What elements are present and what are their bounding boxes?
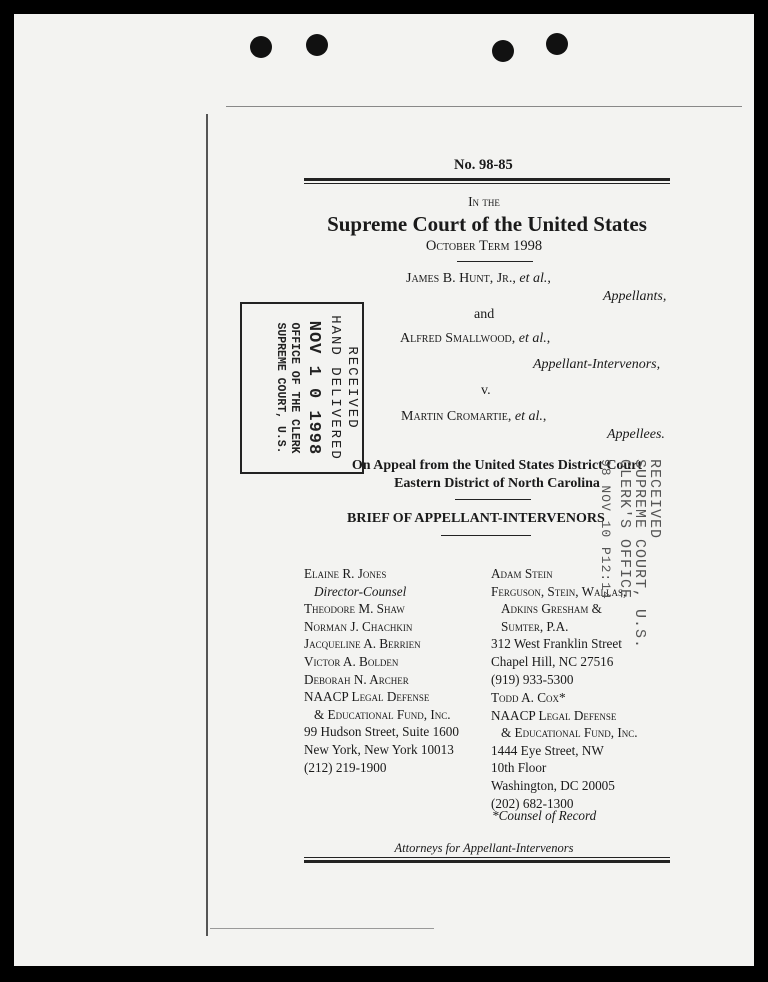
counsel-name: Theodore M. Shaw (304, 601, 405, 617)
punch-hole (306, 34, 328, 56)
counsel-address: 10th Floor (491, 760, 547, 776)
counsel-left (304, 565, 459, 776)
counsel-name: Victor A. Bolden (304, 653, 399, 669)
stamp-received: RECEIVED (344, 346, 360, 430)
counsel-title: Director-Counsel (314, 583, 407, 599)
appellee-name-text: Martin Cromartie, (401, 409, 515, 424)
brief-title: BRIEF OF APPELLANT-INTERVENORS (347, 511, 605, 526)
counsel-name: Jacqueline A. Berrien (304, 636, 421, 652)
counsel-firm: Adkins Gresham & (501, 601, 602, 617)
counsel-name: Todd A. Cox* (491, 690, 566, 705)
clerk-received-stamp (598, 459, 662, 649)
page-edge-left (206, 114, 208, 936)
footer-rule (304, 857, 670, 858)
appellant-comma: , (547, 271, 551, 286)
clerk-stamp-date: 98 NOV 10 P12:14 (598, 458, 613, 600)
versus-text: v. (481, 383, 491, 398)
footer-rule-thick (304, 860, 670, 863)
counsel-name: Norman J. Chachkin (304, 618, 413, 634)
stamp-date: NOV 1 0 1998 (304, 320, 323, 456)
counsel-name: Elaine R. Jones (304, 566, 387, 581)
page-edge-bottom (210, 928, 434, 929)
appeal-line-1: On Appeal from the United States District Court (351, 458, 643, 473)
and-text: and (474, 307, 495, 322)
counsel-org: & Educational Fund, Inc. (314, 706, 451, 722)
document-page (14, 14, 754, 966)
counsel-phone: (919) 933-5300 (491, 671, 574, 687)
intervenor-comma: , (546, 331, 551, 346)
appellee-role: Appellees. (607, 427, 665, 442)
header-rule-thin (304, 183, 670, 184)
attorneys-for: Attorneys for Appellant-Intervenors (394, 841, 574, 855)
counsel-firm: Sumter, P.A. (501, 618, 569, 634)
stamp-court: SUPREME COURT, U.S. (274, 322, 287, 454)
appellee-comma: , (542, 409, 547, 424)
appellant-name (406, 271, 551, 287)
counsel-address: 99 Hudson Street, Suite 1600 (304, 724, 459, 740)
counsel-phone: (202) 682-1300 (491, 795, 574, 811)
stamp-hand-delivered: HAND DELIVERED (327, 315, 343, 461)
counsel-name: Deborah N. Archer (304, 671, 409, 687)
counsel-phone: (212) 219-1900 (304, 759, 387, 775)
counsel-org: & Educational Fund, Inc. (501, 725, 638, 741)
clerk-stamp-court: SUPREME COURT, U.S. (631, 458, 648, 650)
appeal-line-2: Eastern District of North Carolina (394, 476, 600, 491)
short-rule (455, 499, 531, 500)
appellant-role: Appellants, (603, 289, 667, 304)
punch-hole (250, 36, 272, 58)
case-number: No. 98-85 (454, 157, 513, 173)
court-name: Supreme Court of the United States (327, 212, 647, 236)
punch-hole (546, 33, 568, 55)
counsel-address: 312 West Franklin Street (491, 636, 622, 652)
counsel-of-record-note: *Counsel of Record (492, 808, 597, 823)
page-edge-top (226, 106, 742, 107)
counsel-address: Washington, DC 20005 (491, 777, 615, 793)
received-stamp (240, 302, 364, 474)
clerk-stamp-received: RECEIVED (646, 458, 663, 539)
counsel-firm: Ferguson, Stein, Wallas, (491, 583, 627, 599)
counsel-address: 1444 Eye Street, NW (491, 742, 604, 758)
intervenor-name-text: Alfred Smallwood, (400, 331, 519, 346)
short-rule (441, 535, 531, 536)
appellee-name (401, 409, 546, 425)
counsel-org: NAACP Legal Defense (304, 689, 430, 705)
in-the-label: In the (468, 194, 500, 209)
counsel-right-2 (491, 689, 638, 812)
header-rule (304, 178, 670, 181)
term: October Term 1998 (425, 238, 543, 254)
appellant-name-text: James B. Hunt, Jr., (406, 271, 520, 286)
counsel-address: Chapel Hill, NC 27516 (491, 653, 614, 669)
clerk-stamp-office: CLERK'S OFFICE (616, 458, 633, 600)
intervenor-role: Appellant-Intervenors, (533, 357, 661, 372)
short-rule (457, 261, 533, 262)
counsel-org: NAACP Legal Defense (491, 707, 617, 723)
intervenor-name (400, 331, 550, 347)
punch-hole (492, 40, 514, 62)
appellee-etal: et al. (514, 409, 543, 424)
counsel-address: New York, New York 10013 (304, 741, 454, 757)
stamp-office: OFFICE OF THE CLERK (288, 322, 301, 454)
intervenor-etal: et al. (518, 331, 547, 346)
counsel-name: Adam Stein (491, 566, 553, 581)
appellant-etal: et al. (519, 271, 548, 286)
